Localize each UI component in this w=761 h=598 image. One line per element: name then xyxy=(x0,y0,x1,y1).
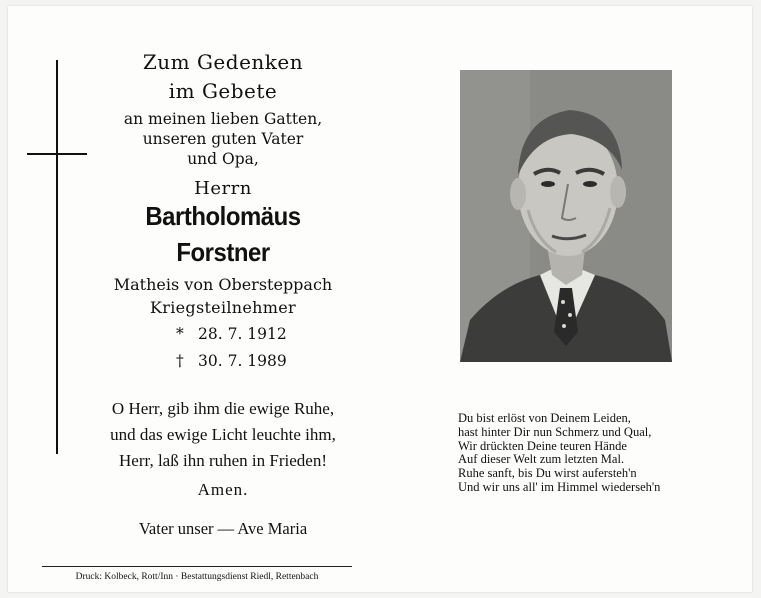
poem-line-2: hast hinter Dir nun Schmerz und Qual, xyxy=(458,424,652,439)
heading-gedenken: Zum Gedenken xyxy=(142,50,304,74)
left-panel xyxy=(8,6,380,592)
birth-star-icon: * xyxy=(176,325,184,343)
origin-line: Matheis von Obersteppach xyxy=(113,275,333,294)
cross-vertical-bar xyxy=(56,60,58,454)
intro-line-1: an meinen lieben Gatten, xyxy=(123,110,323,128)
birth-date-row xyxy=(176,325,287,343)
intro-line-3: und Opa, xyxy=(187,150,259,168)
memorial-card xyxy=(8,6,752,592)
last-name: Forstner xyxy=(176,237,270,267)
death-date-row xyxy=(176,352,287,370)
footer-divider xyxy=(42,566,352,567)
role-line: Kriegsteilnehmer xyxy=(150,298,296,317)
prayer-line-1: O Herr, gib ihm die ewige Ruhe, xyxy=(111,399,335,418)
poem-line-4: Auf dieser Welt zum letzten Mal. xyxy=(458,452,625,467)
closing-line: Vater unser — Ave Maria xyxy=(138,519,308,538)
printer-credit: Druck: Kolbeck, Rott/Inn · Bestattungsdienst Riedl, Rettenbach xyxy=(75,572,319,582)
death-date: 30. 7. 1989 xyxy=(198,352,287,370)
portrait-illustration xyxy=(460,70,672,362)
title-herrn: Herrn xyxy=(194,178,252,199)
poem-line-3: Wir drückten Deine teuren Hände xyxy=(458,438,627,453)
poem-line-1: Du bist erlöst von Deinem Leiden, xyxy=(458,411,631,425)
prayer-line-3: Herr, laß ihn ruhen in Frieden! xyxy=(119,451,327,470)
poem-line-6: Und wir uns all' im Himmel wiederseh'n xyxy=(458,479,661,494)
portrait-photo xyxy=(460,70,672,362)
poem-block xyxy=(458,412,660,495)
amen-line: Amen. xyxy=(197,480,249,499)
poem-line-5: Ruhe sanft, bis Du wirst aufersteh'n xyxy=(458,466,637,481)
first-name: Bartholomäus xyxy=(145,201,301,231)
heading-gebete: im Gebete xyxy=(168,79,278,103)
birth-date: 28. 7. 1912 xyxy=(198,325,287,343)
death-cross-icon: † xyxy=(176,352,184,370)
prayer-line-2: und das ewige Licht leuchte ihm, xyxy=(110,425,336,444)
intro-line-2: unseren guten Vater xyxy=(142,130,304,148)
right-panel xyxy=(380,6,752,592)
